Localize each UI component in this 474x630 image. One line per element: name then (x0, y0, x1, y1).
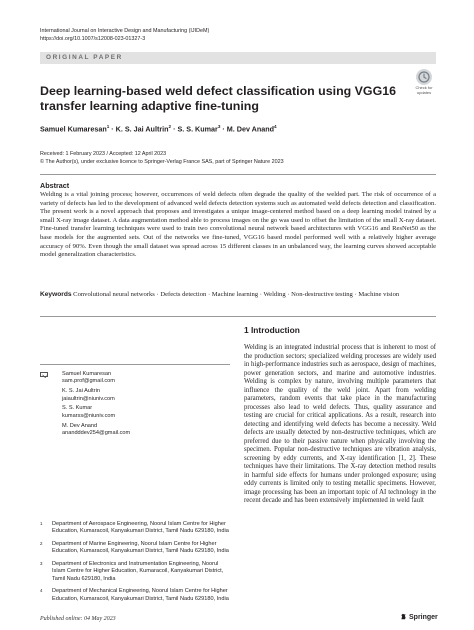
introduction-text: Welding is an integrated industrial process that is inherent to most of the production sectors; specialized welding processes are widely used in high-performance industries such as aerospace, design of machines, power generation sectors, and marine and automotive industries. Welding is complex by nature, involving multiple parameters that influence the quality of the weld joint. Apart from welding parameters, random events that take place in the manufacturing processes also lead to weld defects. Thus, quality assurance and testing are crucial for critical applications. As a result, research into detecting and identifying weld defects has become a necessity. Weld defects are usually detected by non-destructive techniques, which are preferred due to their passive nature when physically involving the specimen. Popular non-destructive techniques are vibration analysis, screening by eddy currents, and X-ray identification [1, 2]. These techniques have their limitations. The X-ray detection method results in harmful side effects for humans under prolonged exposure; using eddy currents is limited only to testing metallic specimens. However, image processing has been an important topic of AI technology in the recent decade and has been extensively implemented in weld fault (244, 344, 436, 505)
received-accepted: Received: 1 February 2023 / Accepted: 12 April 2023 (40, 151, 167, 157)
divider (40, 316, 436, 317)
affiliation-item: 4 Department of Mechanical Engineering, Noorul Islam Centre for Higher Education, Kumaracoil, Kanyakumari District, Tamil Nadu 629180, India (40, 588, 229, 602)
affiliation-item: 1 Department of Aerospace Engineering, Noorul Islam Centre for Higher Education, Kumaracoil, Kanyakumari District, Tamil Nadu 629180, India (40, 521, 229, 535)
author-email[interactable]: anandddev254@gmail.com (62, 430, 131, 437)
author-name[interactable]: Samuel Kumaresan (40, 124, 107, 134)
correspondence-entry (40, 405, 230, 420)
article-type-banner (40, 52, 436, 64)
author-email[interactable]: jaiaultrin@niuniv.com (62, 395, 115, 402)
journal-doi[interactable]: https://doi.org/10.1007/s12008-023-01327-3 (40, 35, 146, 42)
journal-header (40, 28, 209, 43)
divider (40, 174, 436, 175)
paper-title: Deep learning-based weld defect classification using VGG16 transfer learning adaptive fine-tuning (40, 84, 396, 114)
affiliation-item: 3 Department of Electronics and Instrumentation Engineering, Noorul Islam Centre for Higher Education, Kumaracoil, Kanyakumari District, Tamil Nadu 629180, India (40, 561, 224, 582)
correspondence-entry (40, 371, 230, 386)
keywords-text: Convolutional neural networks · Defects detection · Machine learning · Welding · Non-destructive testing · Machine vision (73, 291, 400, 298)
author-name[interactable]: K. S. Jai Aultrin (115, 124, 169, 134)
author-list: Samuel Kumaresan$^1$ · K. S. Jai Aultrin$^2$ · S. S. Kumar$^3$ · M. Dev Anand$^4$ (40, 124, 277, 134)
author-email[interactable]: sam.prof@gmail.com (62, 378, 115, 385)
envelope-icon (40, 372, 48, 377)
check-updates-label: Check for updates (415, 85, 433, 95)
correspondence-entry (40, 388, 230, 403)
author-name[interactable]: M. Dev Anand (226, 124, 275, 134)
author-name: M. Dev Anand (62, 422, 98, 429)
author-name: S. S. Kumar (62, 405, 93, 412)
keywords-label: Keywords (40, 291, 72, 298)
affiliations-list (40, 521, 230, 608)
publication-dates (40, 151, 284, 166)
journal-name: International Journal on Interactive Design and Manufacturing (IJIDeM) (40, 28, 210, 34)
author-name[interactable]: S. S. Kumar (177, 124, 218, 134)
author-name: Samuel Kumaresan (62, 371, 112, 377)
springer-logo (400, 613, 438, 621)
author-email[interactable]: kumarss@niuniv.com (62, 412, 116, 419)
correspondence-entry (40, 423, 230, 438)
abstract-heading: Abstract (40, 181, 70, 190)
publisher-name: Springer (409, 614, 438, 621)
section-heading-introduction: 1 Introduction (244, 325, 300, 335)
correspondence-block (40, 371, 230, 440)
author-name: K. S. Jai Aultrin (62, 388, 100, 395)
keywords (40, 290, 436, 299)
abstract-text: Welding is a vital joining process; however, occurrences of weld defects often degrade the quality of the welded part. The risk of occurrence of a variety of defects has led to the development of advanced weld defects detection systems such as automated weld defects detection and classification. The present work is a novel approach that proposes and investigates a unique image-centered method based on a deep learning model trained by a small X-ray image dataset. A data augmentation method able to process images on the go was used to offset the limitation of the small X-ray dataset. Fine-tuned transfer learning techniques were used to train two convolutional neural network based architectures with VGG16 and ResNet50 as the base models for the augmented sets. Out of the networks we fine-tuned, VGG16 based model performed well with a relatively higher average accuracy of 90%. Even though the small dataset was spread across 15 different classes in an unbalanced way, the learning curves showed acceptable model generalization characteristics. (40, 191, 436, 259)
affiliation-item: 2 Department of Marine Engineering, Noorul Islam Centre for Higher Education, Kumaracoil, Kanyakumari District, Tamil Nadu 629180, India (40, 541, 229, 555)
published-online: Published online: 04 May 2023 (40, 616, 116, 622)
copyright-line: © The Author(s), under exclusive licence to Springer-Verlag France SAS, part of Springer Nature 2023 (40, 158, 284, 165)
check-for-updates-button[interactable] (412, 69, 436, 97)
divider (40, 364, 230, 365)
article-type-label: ORIGINAL PAPER (46, 54, 123, 62)
springer-horse-icon (400, 613, 407, 620)
check-updates-icon (416, 69, 432, 85)
